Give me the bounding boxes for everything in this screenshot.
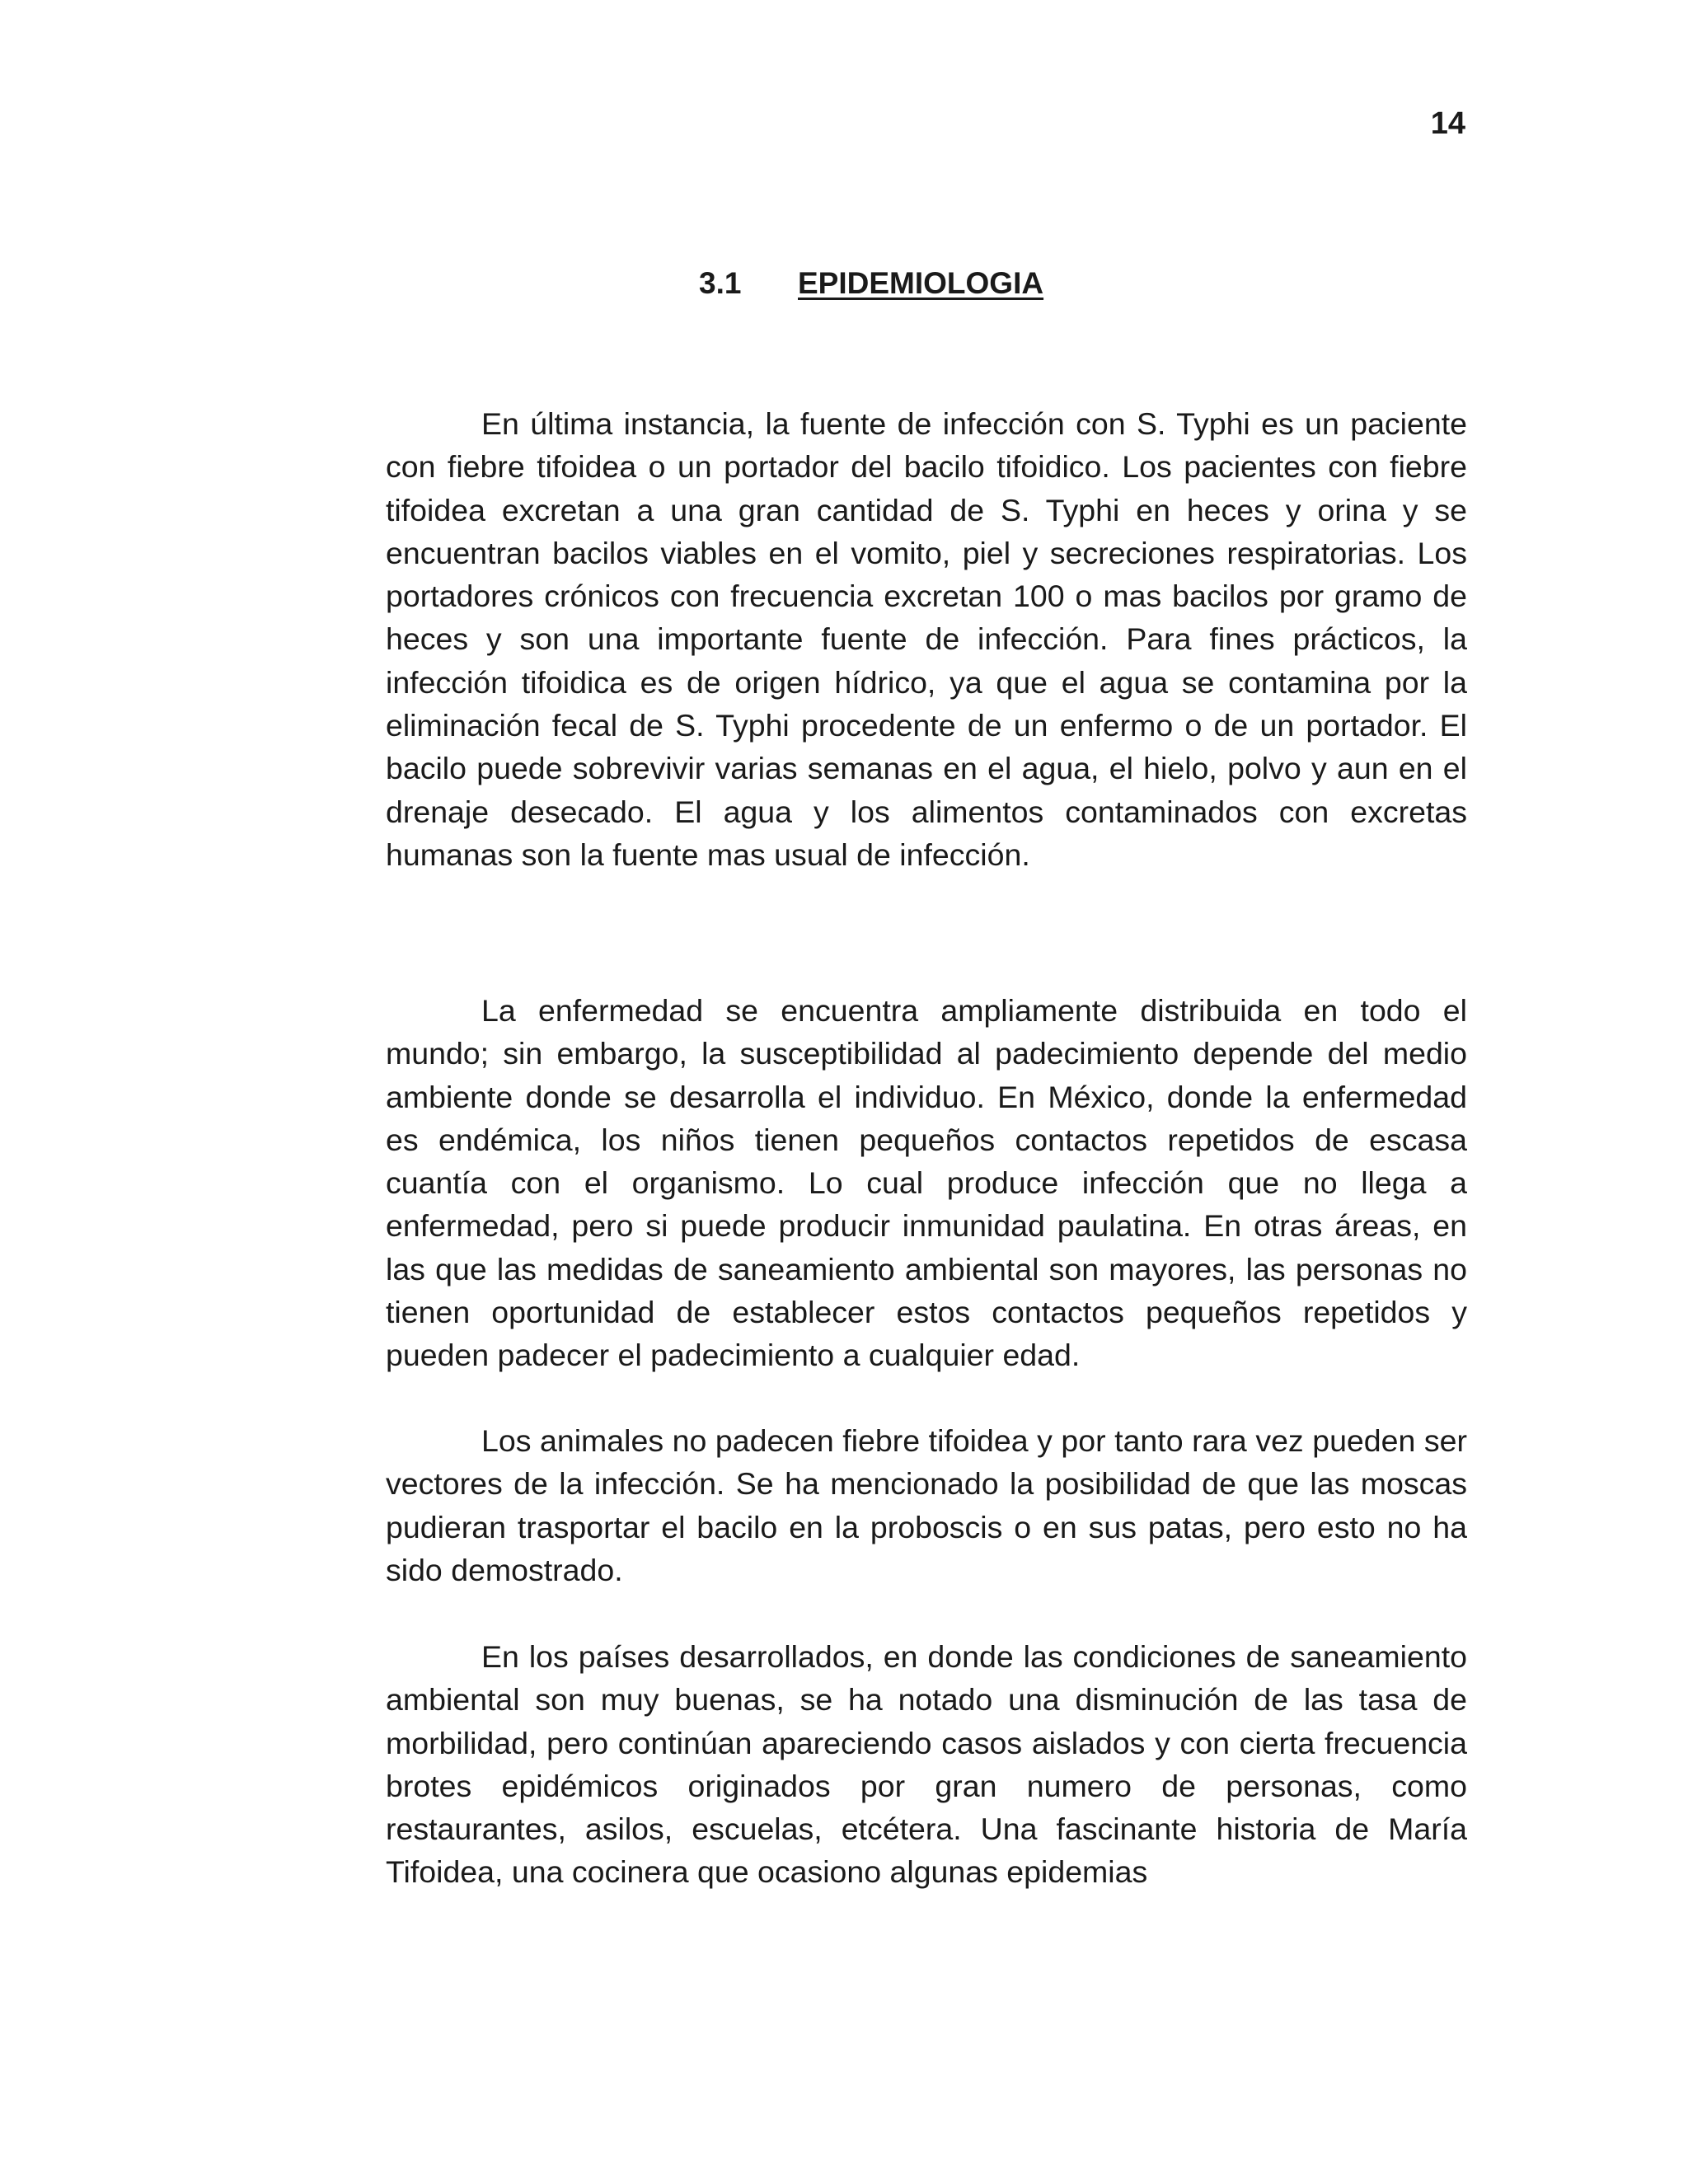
paragraph-text: En los países desarrollados, en donde las condiciones de saneamiento ambiental son muy buenas, se ha notado una disminución de las tasa de morbilidad, pero continúan apareciendo casos aislados y con cierta frecuencia brotes epidémicos originados por gran numero de personas, como restaurantes, asilos, escuelas, etcétera. Una fascinante historia de María Tifoidea, una cocinera que ocasiono algunas epidemias	[386, 1639, 1467, 1890]
section-heading	[699, 265, 1043, 302]
section-title: EPIDEMIOLOGIA	[798, 266, 1044, 300]
body-paragraph-1	[386, 402, 1467, 876]
paragraph-text: En última instancia, la fuente de infección con S. Typhi es un paciente con fiebre tifoidea o un portador del bacilo tifoidico. Los pacientes con fiebre tifoidea excretan a una gran cantidad de S. Typhi en heces y orina y se encuentran bacilos viables en el vomito, piel y secreciones respiratorias. Los portadores crónicos con frecuencia excretan 100 o mas bacilos por gramo de heces y son una importante fuente de infección. Para fines prácticos, la infección tifoidica es de origen hídrico, ya que el agua se contamina por la eliminación fecal de S. Typhi procedente de un enfermo o de un portador. El bacilo puede sobrevivir varias semanas en el agua, el hielo, polvo y aun en el drenaje desecado. El agua y los alimentos contaminados con excretas humanas son la fuente mas usual de infección.	[386, 406, 1467, 872]
section-number: 3.1	[699, 266, 742, 300]
body-paragraph-3	[386, 1419, 1467, 1591]
body-paragraph-2	[386, 989, 1467, 1377]
paragraph-text: Los animales no padecen fiebre tifoidea y por tanto rara vez pueden ser vectores de la infección. Se ha mencionado la posibilidad de que las moscas pudieran trasportar el bacilo en la proboscis o en sus patas, pero esto no ha sido demostrado.	[386, 1423, 1467, 1587]
page-number: 14	[1430, 106, 1465, 141]
paragraph-text: La enfermedad se encuentra ampliamente distribuida en todo el mundo; sin embargo, la susceptibilidad al padecimiento depende del medio ambiente donde se desarrolla el individuo. En México, donde la enfermedad es endémica, los niños tienen pequeños contactos repetidos de escasa cuantía con el organismo. Lo cual produce infección que no llega a enfermedad, pero si puede producir inmunidad paulatina. En otras áreas, en las que las medidas de saneamiento ambiental son mayores, las personas no tienen oportunidad de establecer estos contactos pequeños repetidos y pueden padecer el padecimiento a cualquier edad.	[386, 993, 1467, 1373]
body-paragraph-4	[386, 1635, 1467, 1894]
